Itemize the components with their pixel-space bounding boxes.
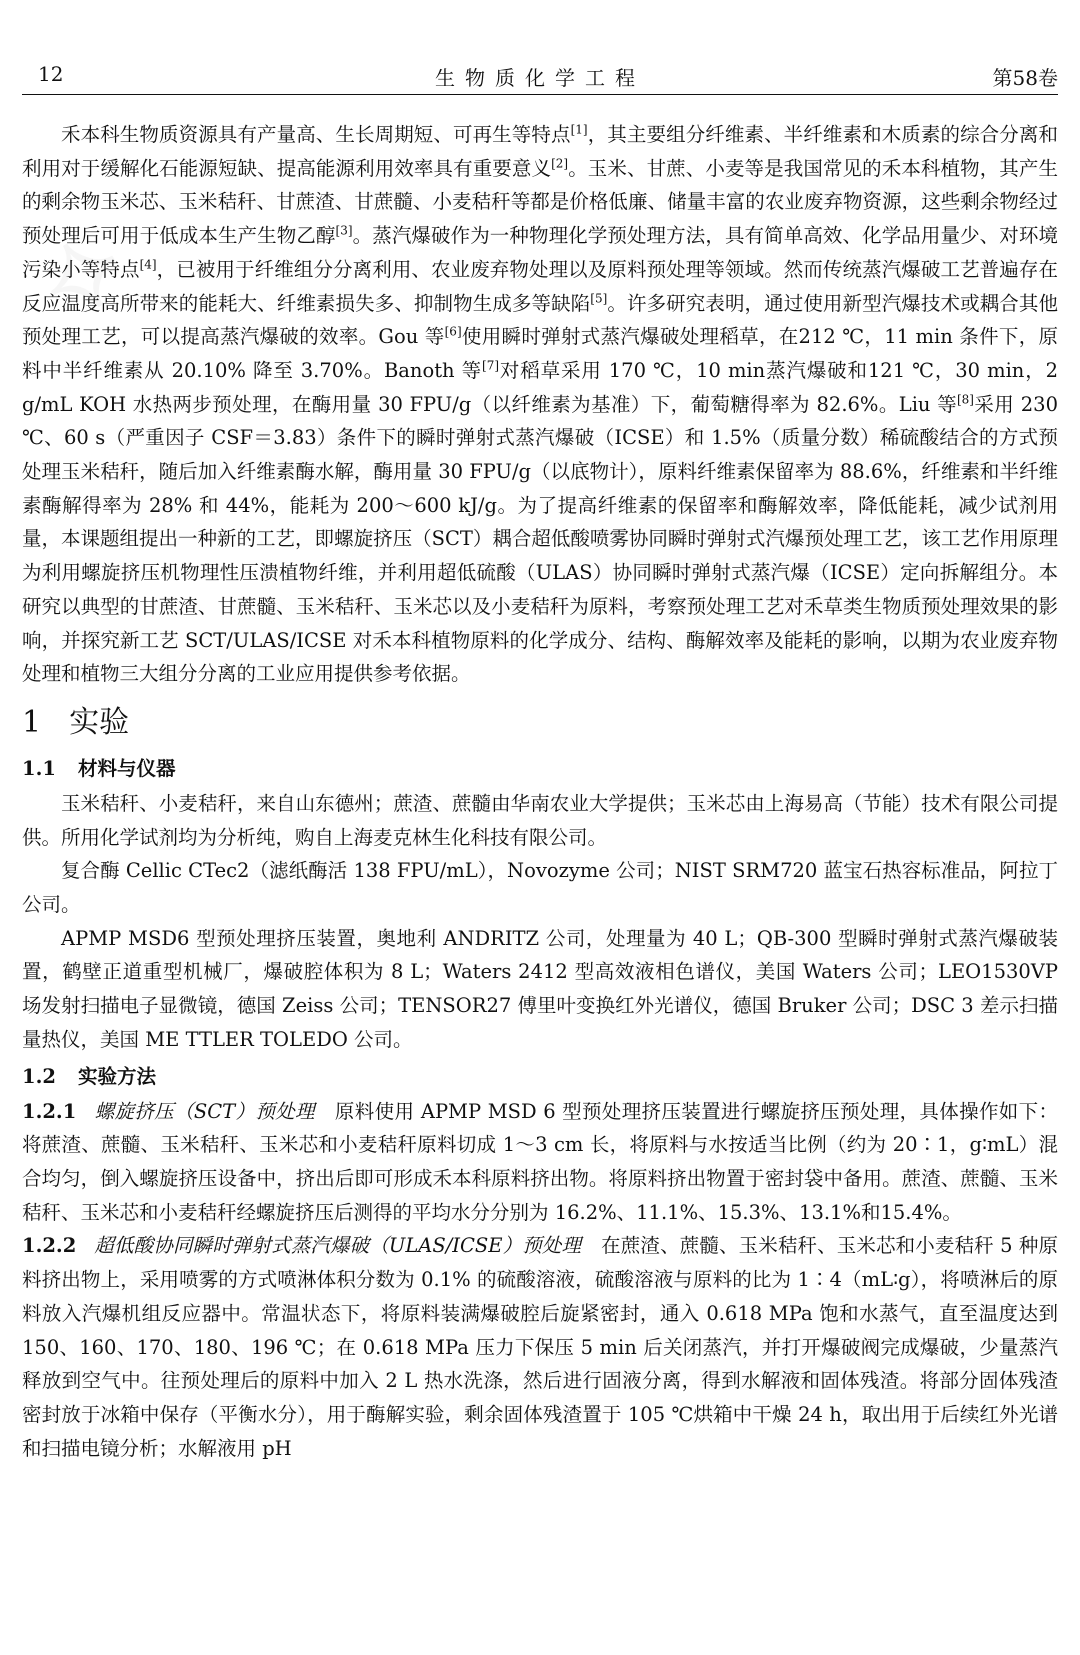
article-body <box>22 118 1058 1465</box>
enzyme-paragraph: 复合酶 Cellic CTec2（滤纸酶活 138 FPU/mL），Novozyme 公司；NIST SRM720 蓝宝石热容标准品，阿拉丁公司。 <box>22 859 1058 917</box>
volume-label: 第58卷 <box>992 66 1058 90</box>
citation: [4] <box>139 257 157 272</box>
section-heading-experiment: 1 实验 <box>22 704 130 740</box>
intro-paragraph: 禾本科生物质资源具有产量高、生长周期短、可再生等特点[1]，其主要组分纤维素、半纤维素和木质素的综合分离和利用对于缓解化石能源短缺、提高能源利用效率具有重要意义[2]。玉米、甘蔗、小麦等是我国常见的禾本科植物，其产生的剩余物玉米芯、玉米秸秆、甘蔗渣、甘蔗髓、小麦秸秆等都是价格低廉、储量丰富的农业废弃物资源，这些剩余物经过预处理后可用于低成本生产生物乙醇[3]。蒸汽爆破作为一种物理化学预处理方法，具有简单高效、化学品用量少、对环境污染小等特点[4]，已被用于纤维组分分离利用、农业废弃物处理以及原料预处理等领域。然而传统蒸汽爆破工艺普遍存在反应温度高所带来的能耗大、纤维素损失多、抑制物生成多等缺陷[5]。许多研究表明，通过使用新型汽爆技术或耦合其他预处理工艺，可以提高蒸汽爆破的效率。Gou 等[6]使用瞬时弹射式蒸汽爆破处理稻草，在212 ℃，11 min 条件下，原料中半纤维素从 20.10% 降至 3.70%。Banoth 等[7]对稻草采用 170 ℃，10 min蒸汽爆破和121 ℃，30 min，2 g/mL KOH 水热两步预处理，在酶用量 30 FPU/g（以纤维素为基准）下，葡萄糖得率为 82.6%。Liu 等[8]采用 230 ℃、60 s（严重因子 CSF＝3.83）条件下的瞬时弹射式蒸汽爆破（ICSE）和 1.5%（质量分数）稀硫酸结合的方式预处理玉米秸秆，随后加入纤维素酶水解，酶用量 30 FPU/g（以底物计），原料纤维素保留率为 88.6%，纤维素和半纤维素酶解得率为 28% 和 44%，能耗为 200～600 kJ/g。为了提高纤维素的保留率和酶解效率，降低能耗，减少试剂用量，本课题组提出一种新的工艺，即螺旋挤压（SCT）耦合超低酸喷雾协同瞬时弹射式汽爆预处理工艺，该工艺作用原理为利用螺旋挤压机物理性压溃植物纤维，并利用超低硫酸（ULAS）协同瞬时弹射式蒸汽爆（ICSE）定向拆解组分。本研究以典型的甘蔗渣、甘蔗髓、玉米秸秆、玉米芯以及小麦秸秆为原料，考察预处理工艺对禾草类生物质预处理效果的影响，并探究新工艺 SCT/ULAS/ICSE 对禾本科植物原料的化学成分、结构、酶解效率及能耗的影响，以期为农业废弃物处理和植物三大组分分离的工业应用提供参考依据。 <box>22 122 1059 686</box>
citation: [3] <box>335 223 353 238</box>
citation: [5] <box>590 291 608 306</box>
citation: [2] <box>551 156 569 171</box>
subsection-heading-materials: 1.1 材料与仪器 <box>22 756 176 780</box>
subsection-heading-methods: 1.2 实验方法 <box>22 1064 156 1088</box>
header-rule <box>22 94 1058 95</box>
journal-title: 生物质化学工程 <box>435 66 645 90</box>
instruments-paragraph: APMP MSD6 型预处理挤压装置，奥地利 ANDRITZ 公司，处理量为 40 L；QB-300 型瞬时弹射式蒸汽爆破装置，鹤壁正道重型机械厂，爆破腔体积为 8 L；Waters 2412 型高效液相色谱仪，美国 Waters 公司；LEO1530VP 场发射扫描电子显微镜，德国 Zeiss 公司；TENSOR27 傅里叶变换红外光谱仪，德国 Bruker 公司；DSC 3 差示扫描量热仪，美国 ME TTLER TOLEDO 公司。 <box>22 926 1058 1051</box>
citation: [8] <box>956 392 974 407</box>
citation: [7] <box>482 358 500 373</box>
method-sct-paragraph: 1.2.1 螺旋挤压（SCT）预处理 原料使用 APMP MSD 6 型预处理挤压装置进行螺旋挤压预处理，具体操作如下：将蔗渣、蔗髓、玉米秸秆、玉米芯和小麦秸秆原料切成 1～3 cm 长，将原料与水按适当比例（约为 20∶1，g∶mL）混合均匀，倒入螺旋挤压设备中，挤出后即可形成禾本科原料挤出物。将原料挤出物置于密封袋中备用。蔗渣、蔗髓、玉米秸秆、玉米芯和小麦秸秆经螺旋挤压后测得的平均水分分别为 16.2%、11.1%、15.3%、13.1%和15.4%。 <box>22 1099 1059 1224</box>
method-ulas-icse-paragraph: 1.2.2 超低酸协同瞬时弹射式蒸汽爆破（ULAS/ICSE）预处理 在蔗渣、蔗髓、玉米秸秆、玉米芯和小麦秸秆 5 种原料挤出物上，采用喷雾的方式喷淋体积分数为 0.1% 的硫酸溶液，硫酸溶液与原料的比为 1∶4（mL∶g），将喷淋后的原料放入汽爆机组反应器中。常温状态下，将原料装满爆破腔后旋紧密封，通入 0.618 MPa 饱和水蒸气，直至温度达到 150、160、170、180、196 ℃；在 0.618 MPa 压力下保压 5 min 后关闭蒸汽，并打开爆破阀完成爆破，少量蒸汽释放到空气中。往预处理后的原料中加入 2 L 热水洗涤，然后进行固液分离，得到水解液和固体残渣。将部分固体残渣密封放于冰箱中保存（平衡水分），用于酶解实验，剩余固体残渣置于 105 ℃烘箱中干燥 24 h，取出用于后续红外光谱和扫描电镜分析；水解液用 pH <box>22 1234 1058 1460</box>
citation: [1] <box>570 122 588 137</box>
page-number: 12 <box>38 62 64 86</box>
page <box>22 0 1058 1655</box>
citation: [6] <box>444 324 462 339</box>
materials-paragraph: 玉米秸秆、小麦秸秆，来自山东德州；蔗渣、蔗髓由华南农业大学提供；玉米芯由上海易高（节能）技术有限公司提供。所用化学试剂均为分析纯，购自上海麦克林生化科技有限公司。 <box>22 791 1058 849</box>
running-header <box>22 56 1058 96</box>
